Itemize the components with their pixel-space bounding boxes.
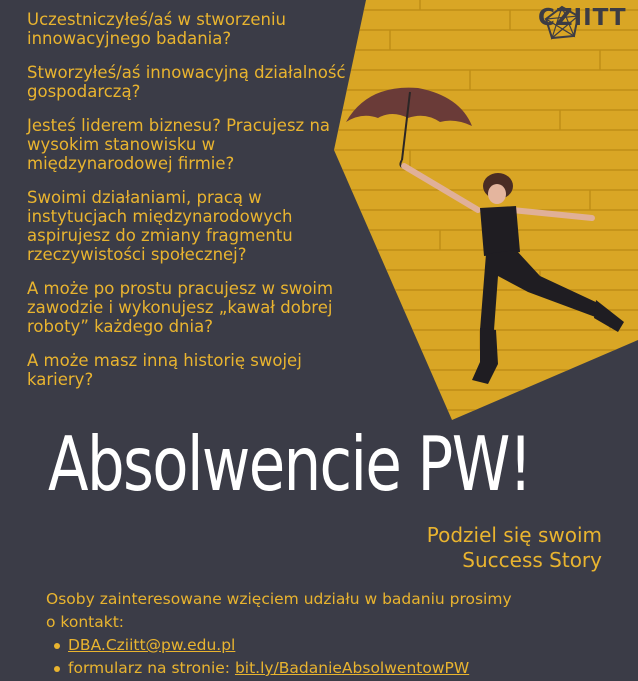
email-link[interactable]: DBA.Cziitt@pw.edu.pl [68,636,236,654]
question-list [27,10,347,404]
contact-section [46,588,606,680]
list-item [54,634,606,657]
contact-list [46,634,606,680]
logo-text: CZIITT [538,5,627,31]
subheadline-line: Podziel się swoim [426,523,602,547]
question-item: A może masz inną historię swojej kariery? [27,351,302,389]
form-label: formularz na stronie: [68,659,235,677]
subheadline-line: Success Story [462,548,602,572]
bullet-icon [54,643,60,649]
question-item: Jesteś liderem biznesu? Pracujesz na wysokim stanowisku w międzynarodowej firmie? [27,116,331,173]
headline: Absolwencie PW! [48,420,531,508]
question-item: Uczestniczyłeś/aś w stworzeniu innowacyjnego badania? [27,10,287,48]
list-item [54,657,606,680]
contact-intro: o kontakt: [46,613,124,631]
bullet-icon [54,666,60,672]
form-link[interactable]: bit.ly/BadanieAbsolwentowPW [234,659,470,677]
question-item: A może po prostu pracujesz w swoim zawodzie i wykonujesz „kawał dobrej roboty” każdego dnia? [27,279,334,336]
contact-intro: Osoby zainteresowane wzięciem udziału w badaniu prosimy [46,590,512,608]
question-item: Stworzyłeś/aś innowacyjną działalność gospodarczą? [27,63,346,101]
subheadline [427,523,602,573]
question-item: Swoimi działaniami, pracą w instytucjach międzynarodowych aspirujesz do zmiany fragmentu rzeczywistości społecznej? [27,188,293,264]
